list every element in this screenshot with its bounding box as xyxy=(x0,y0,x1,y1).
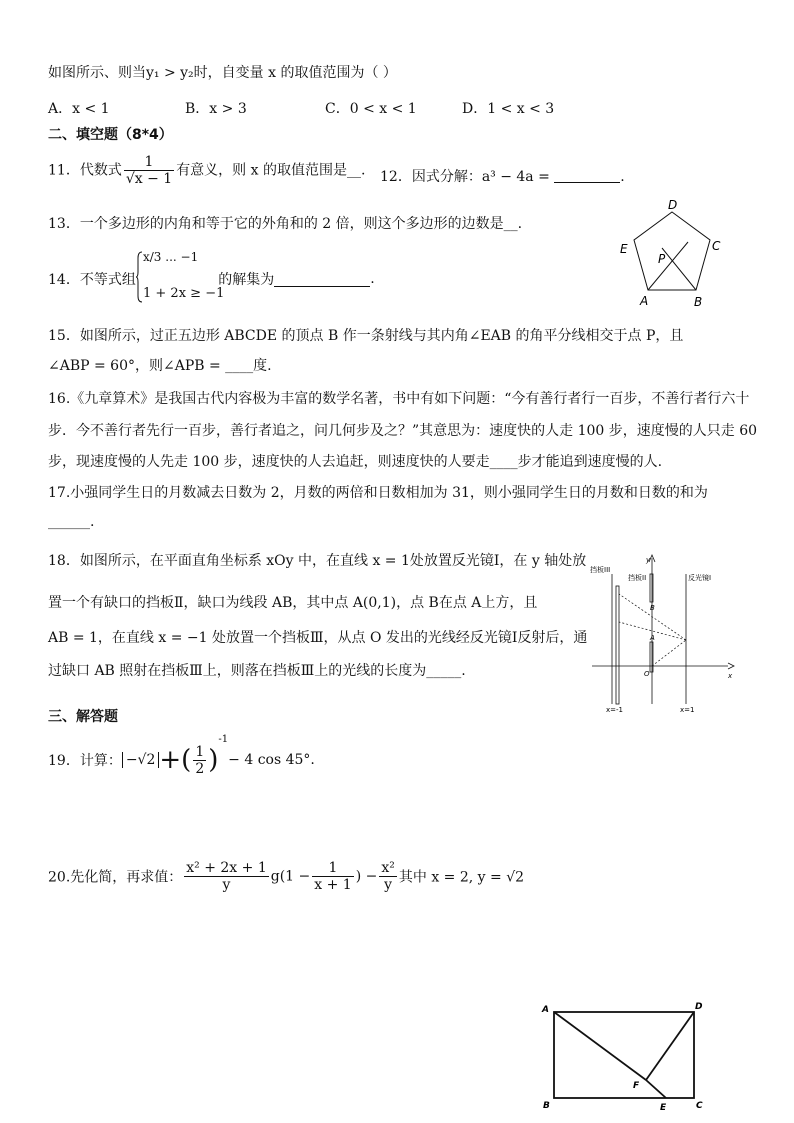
label-mirror1: 反光镜I xyxy=(688,574,712,582)
q20-denominator3: y xyxy=(384,877,393,893)
label-board3: 挡板III xyxy=(590,566,611,574)
q19: 19．计算： −√2 +( $\frac{1}{2}$ )$^{-1}$− 4 cos 45°. xyxy=(48,734,315,777)
q16-line1: 16.《九章算术》是我国古代内容极为丰富的数学名著，书中有如下问题：“今有善行者行一百步，不善行者行六十 xyxy=(48,391,750,407)
q11-numerator: 1 xyxy=(124,154,174,171)
pentagon-shape xyxy=(634,212,710,290)
section3-title: 三、解答题 xyxy=(48,709,118,725)
q15-line2: ∠ABP = 60°，则∠APB = ____度. xyxy=(48,358,272,374)
q14-row1: x/3 ... −1 xyxy=(143,250,199,264)
q10-option-a: A．x < 1 xyxy=(48,101,110,117)
section2-title: 二、填空题（8*4） xyxy=(48,127,173,143)
q20-numerator3: x² xyxy=(381,860,395,876)
label-e: E xyxy=(620,242,628,256)
q11 xyxy=(48,154,365,187)
label-board2: 挡板II xyxy=(628,574,647,582)
q19-fraction xyxy=(193,744,206,777)
label-xm1: x=-1 xyxy=(606,706,623,714)
board2-lower xyxy=(650,642,653,672)
segment-df xyxy=(646,1012,694,1080)
label-y: y xyxy=(646,556,651,564)
label-x: x xyxy=(728,672,733,680)
q19-exponent: -1 xyxy=(218,734,229,745)
label-xp1: x=1 xyxy=(680,706,695,714)
q19-pre: 19．计算： xyxy=(48,753,122,769)
q14-end: . xyxy=(370,271,375,287)
pentagon-figure xyxy=(612,198,732,310)
segment-af xyxy=(554,1012,646,1080)
label-d: D xyxy=(695,1002,703,1012)
q13: 13．一个多边形的内角和等于它的外角和的 2 倍，则这个多边形的边数是__. xyxy=(48,216,523,232)
q10-option-d: D．1 < x < 3 xyxy=(462,101,555,117)
label-b: B xyxy=(694,295,703,309)
q12-end: . xyxy=(620,169,625,185)
rect-abcd xyxy=(554,1012,694,1098)
rectangle-figure xyxy=(538,998,710,1113)
label-p: P xyxy=(658,252,666,266)
label-d: D xyxy=(668,198,678,212)
label-a: A xyxy=(542,1005,549,1015)
q19-abs: −√2 xyxy=(122,752,160,768)
q20-pre: 20.先化简，再求值： xyxy=(48,869,183,886)
q19-denominator: 2 xyxy=(195,760,205,777)
q10-option-b: B．x > 3 xyxy=(185,101,247,117)
ray-bp xyxy=(662,248,696,290)
label-f: F xyxy=(633,1081,640,1091)
q18-line3: AB = 1，在直线 x = −1 处放置一个挡板Ⅲ，从点 O 发出的光线经反光镜Ⅰ反射后，通 xyxy=(48,630,588,646)
q14-post: 的解集为 xyxy=(218,272,275,288)
q20-numerator1: x² + 2x + 1 xyxy=(186,860,267,876)
label-c: C xyxy=(696,1101,703,1111)
q12-text: 12．因式分解：a³ − 4a = xyxy=(380,169,550,185)
q20-mid: g(1 − xyxy=(270,868,311,885)
q14-row2: 1 + 2x ≥ −1 xyxy=(143,286,225,301)
label-b: B xyxy=(543,1101,550,1111)
q18-line4: 过缺口 AB 照射在挡板Ⅲ上，则落在挡板Ⅲ上的光线的长度为_____. xyxy=(48,663,466,679)
q16-line2: 步．今不善行者先行一百步，善行者追之，问几何步及之？”其意思为：速度快的人走 100 步，速度慢的人只走 60 xyxy=(48,423,758,439)
label-o: O xyxy=(644,670,650,678)
q18-line2: 置一个有缺口的挡板Ⅱ，缺口为线段 AB，其中点 A(0,1)，点 B在点 A上方，且 xyxy=(48,595,538,611)
x-axis-arrow-icon xyxy=(728,663,734,669)
q17-line2: ______. xyxy=(48,514,95,530)
q12 xyxy=(380,166,625,186)
q20-post: 其中 x = 2, y = √2 xyxy=(398,869,525,886)
label-c: C xyxy=(712,239,721,253)
label-a: A xyxy=(650,634,655,642)
q20-fraction3 xyxy=(379,860,397,893)
q12-answer-blank xyxy=(554,168,620,183)
board2-upper xyxy=(650,574,653,602)
q19-numerator: 1 xyxy=(195,743,205,760)
label-b: B xyxy=(650,604,655,612)
q14 xyxy=(48,250,375,308)
q11-pre: 11．代数式 xyxy=(48,162,122,179)
q20 xyxy=(48,860,524,893)
q20-denominator2: x + 1 xyxy=(314,877,352,893)
q20-denominator1: y xyxy=(222,877,231,893)
q11-denominator: √x − 1 xyxy=(125,171,173,187)
label-a: A xyxy=(640,294,649,308)
q20-fraction2 xyxy=(312,860,353,893)
label-e: E xyxy=(660,1103,667,1113)
q10-prompt: 如图所示、则当y₁ > y₂时，自变量 x 的取值范围为（ ） xyxy=(48,65,397,81)
q19-post: − 4 cos 45°. xyxy=(228,752,315,768)
segment-fe xyxy=(646,1080,666,1098)
mirror-figure xyxy=(588,552,740,718)
q18-line1: 18．如图所示，在平面直角坐标系 xOy 中，在直线 x = 1处放置反光镜Ⅰ，在 y 轴处放 xyxy=(48,553,587,569)
ray-o-to-mirror xyxy=(652,640,686,666)
q14-pre: 14．不等式组 xyxy=(48,272,136,288)
q16-line3: 步，现速度慢的人先走 100 步，速度快的人去追赶，则速度快的人要走____步才能追到速度慢的人. xyxy=(48,454,663,470)
q11-post: 有意义，则 x 的取值范围是__. xyxy=(176,162,366,179)
q14-answer-blank xyxy=(274,272,370,287)
q15-line1: 15．如图所示，过正五边形 ABCDE 的顶点 B 作一条射线与其内角∠EAB 的角平分线相交于点 P，且 xyxy=(48,328,684,344)
q20-numerator2: 1 xyxy=(312,860,353,877)
q11-fraction xyxy=(124,154,174,187)
q17-line1: 17.小强同学生日的月数减去日数为 2，月数的两倍和日数相加为 31，则小强同学生日的月数和日数的和为 xyxy=(48,485,708,501)
bisector-ap xyxy=(648,242,688,290)
q20-fraction1 xyxy=(184,860,268,893)
board3-plate xyxy=(616,586,619,704)
q20-mid2: ) − xyxy=(355,868,378,885)
q10-option-c: C．0 < x < 1 xyxy=(325,101,417,117)
